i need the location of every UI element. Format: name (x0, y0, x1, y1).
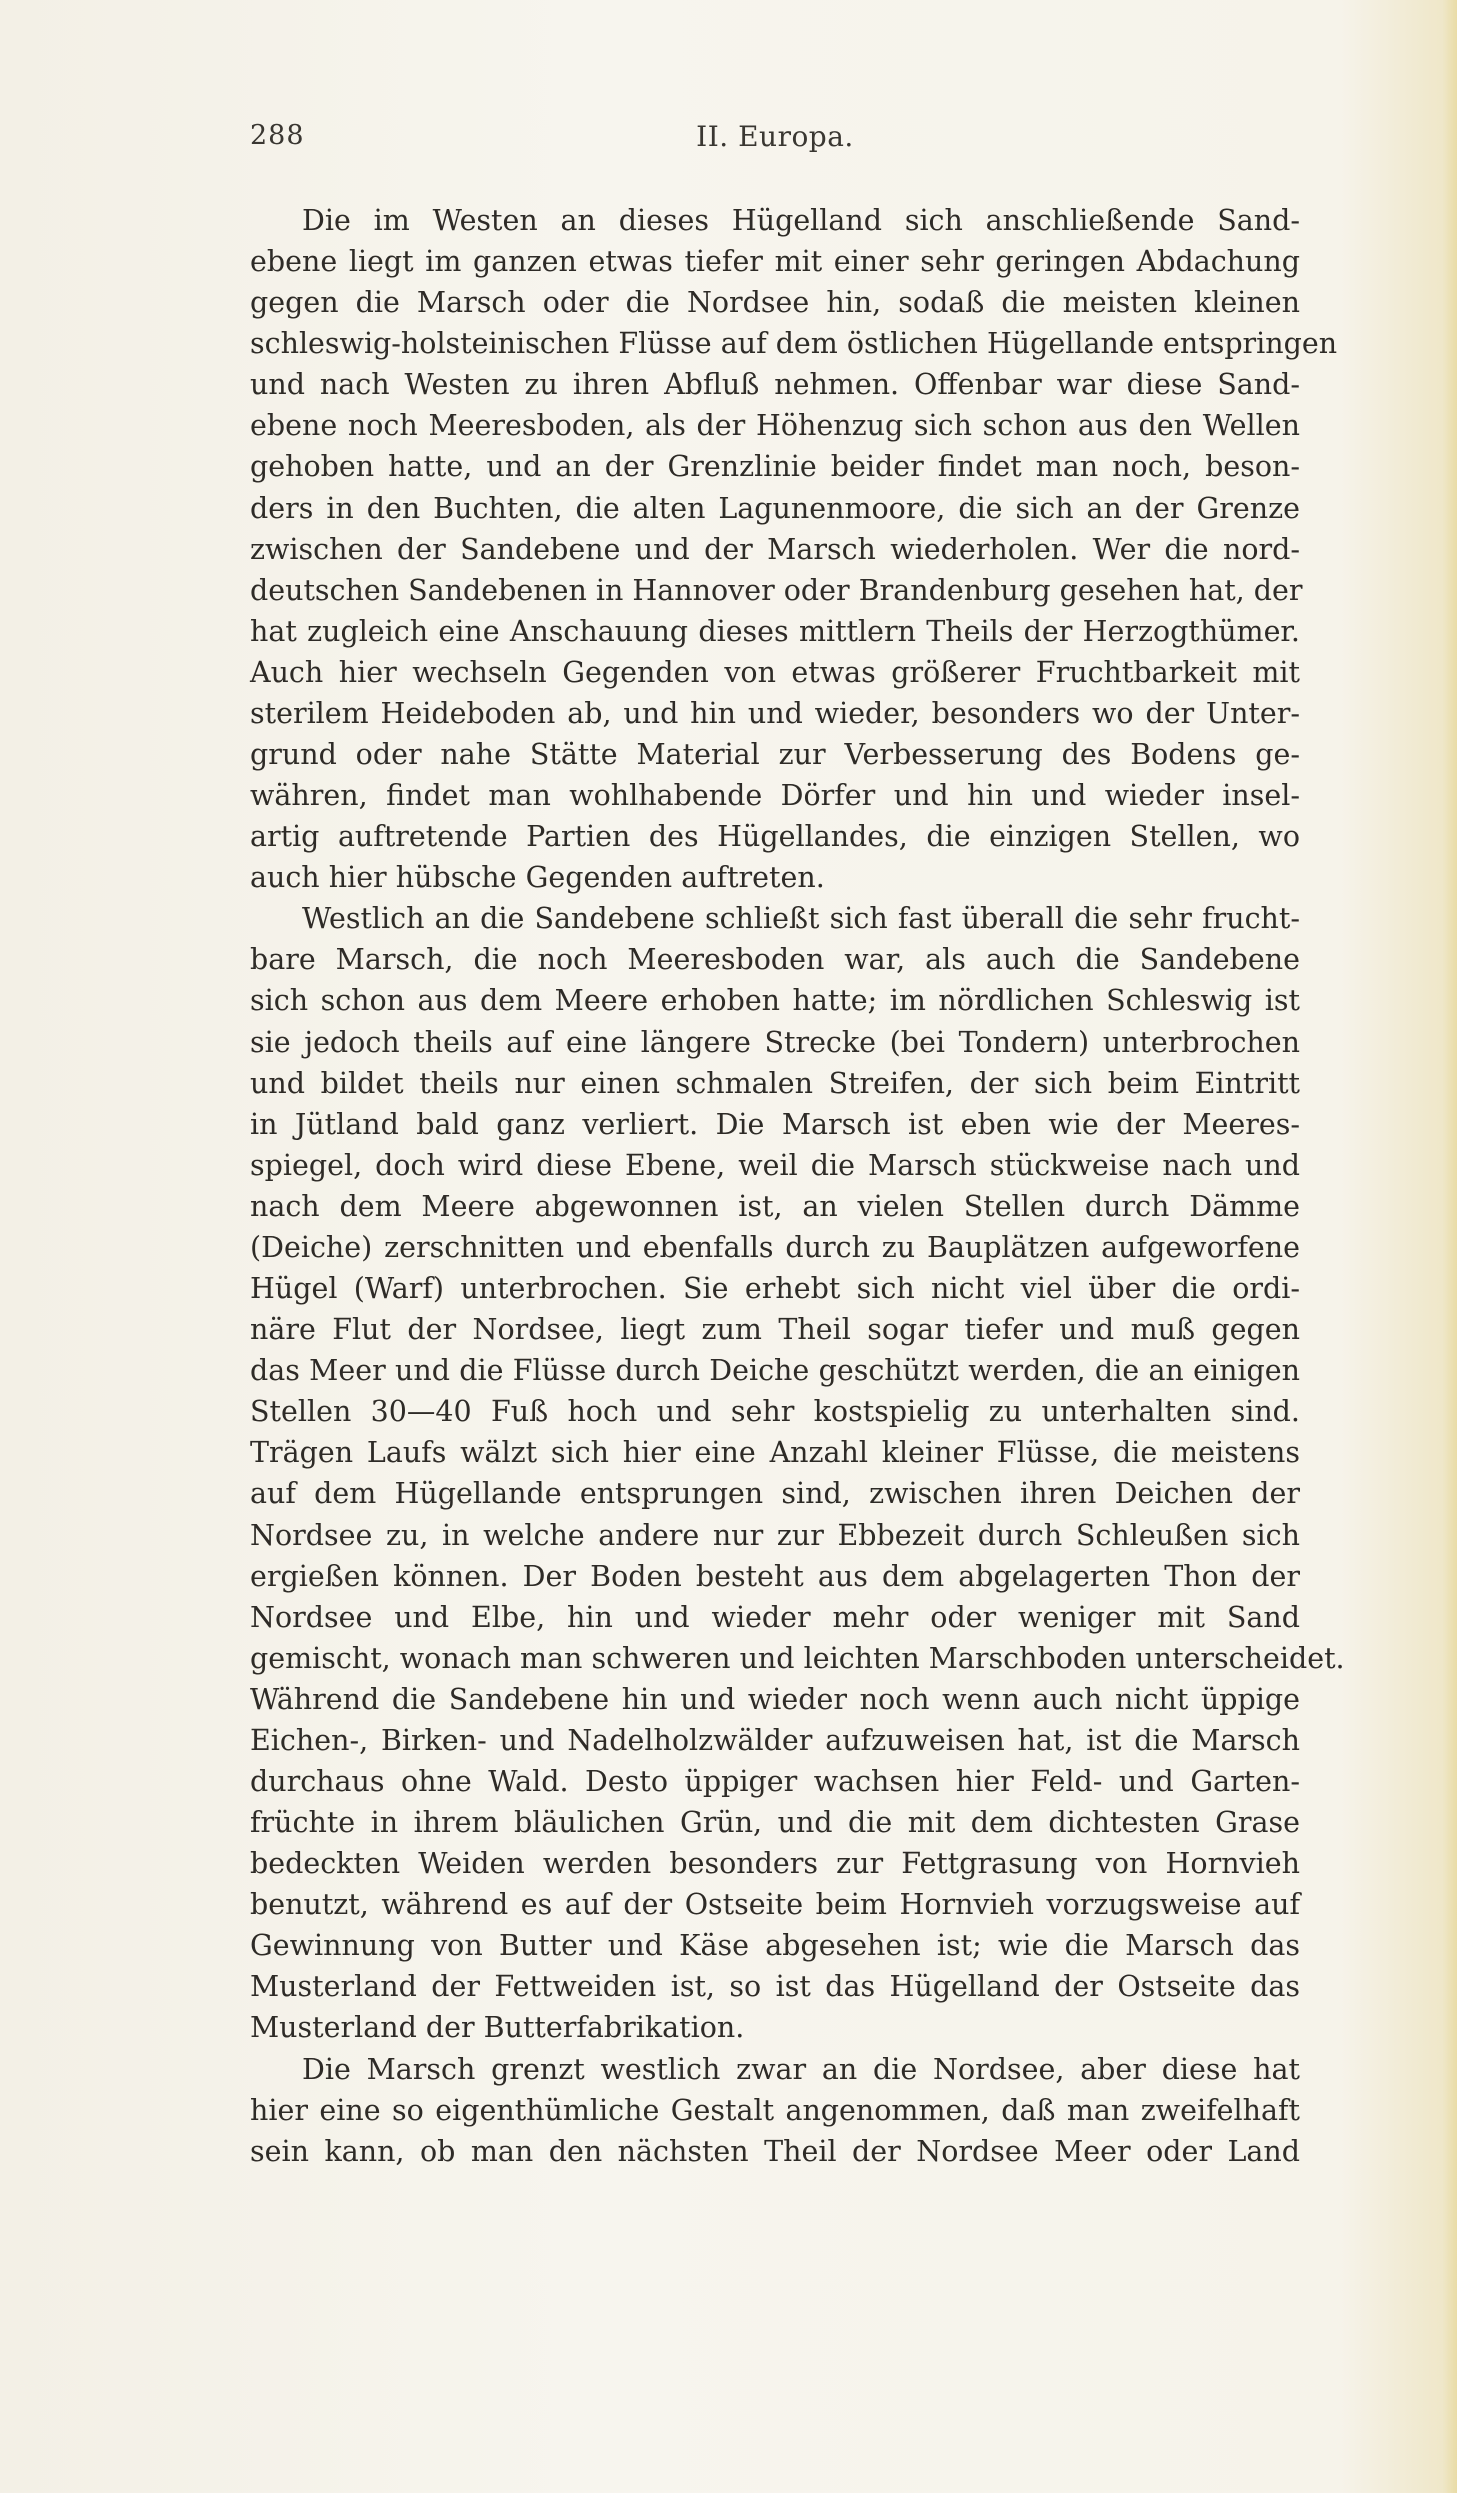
text-line: Nordsee und Elbe, hin und wieder mehr oder weniger mit Sand (250, 1600, 1300, 1634)
text-line: zwischen der Sandebene und der Marsch wiederholen. Wer die nord- (250, 532, 1300, 566)
text-line: spiegel, doch wird diese Ebene, weil die Marsch stückweise nach und (250, 1148, 1300, 1182)
text-line: ergießen können. Der Boden besteht aus dem abgelagerten Thon der (250, 1559, 1300, 1593)
body-text (250, 200, 1345, 2172)
text-line: Gewinnung von Butter und Käse abgesehen ist; wie die Marsch das (250, 1929, 1300, 1963)
text-line: deutschen Sandebenen in Hannover oder Brandenburg gesehen hat, der (250, 573, 1303, 607)
text-line: gehoben hatte, und an der Grenzlinie beider findet man noch, beson- (250, 450, 1300, 484)
text-line: (Deiche) zerschnitten und ebenfalls durch zu Bauplätzen aufgeworfene (250, 1230, 1300, 1264)
paragraph (250, 2049, 1300, 2172)
text-line: nach dem Meere abgewonnen ist, an vielen Stellen durch Dämme (250, 1189, 1300, 1223)
page-number: 288 (250, 120, 305, 151)
text-line: artig auftretende Partien des Hügellandes, die einzigen Stellen, wo (250, 820, 1300, 854)
text-line: sein kann, ob man den nächsten Theil der Nordsee Meer oder Land (250, 2134, 1300, 2168)
text-line: gegen die Marsch oder die Nordsee hin, sodaß die meisten kleinen (250, 286, 1300, 320)
text-line: Westlich an die Sandebene schließt sich fast überall die sehr frucht- (302, 902, 1300, 936)
text-line: Musterland der Butterfabrikation. (250, 2011, 745, 2045)
running-head: II. Europa. (696, 120, 854, 153)
text-line: Musterland der Fettweiden ist, so ist das Hügelland der Ostseite das (250, 1970, 1300, 2004)
text-line: Stellen 30—40 Fuß hoch und sehr kostspielig zu unterhalten sind. (250, 1395, 1300, 1429)
text-line: Hügel (Warf) unterbrochen. Sie erhebt sich nicht viel über die ordi- (250, 1272, 1300, 1306)
text-line: näre Flut der Nordsee, liegt zum Theil sogar tiefer und muß gegen (250, 1313, 1300, 1347)
text-line: und bildet theils nur einen schmalen Streifen, der sich beim Eintritt (250, 1066, 1300, 1100)
paragraph (250, 200, 1338, 898)
text-line: Eichen-, Birken- und Nadelholzwälder aufzuweisen hat, ist die Marsch (250, 1723, 1300, 1757)
text-line: Trägen Laufs wälzt sich hier eine Anzahl kleiner Flüsse, die meistens (250, 1436, 1300, 1470)
text-line: Die Marsch grenzt westlich zwar an die Nordsee, aber diese hat (302, 2052, 1300, 2086)
text-line: Nordsee zu, in welche andere nur zur Ebbezeit durch Schleußen sich (250, 1518, 1300, 1552)
text-line: ders in den Buchten, die alten Lagunenmoore, die sich an der Grenze (250, 491, 1300, 525)
text-line: und nach Westen zu ihren Abfluß nehmen. Offenbar war diese Sand- (250, 368, 1300, 402)
text-line: sterilem Heideboden ab, und hin und wieder, besonders wo der Unter- (250, 696, 1300, 730)
text-line: ebene liegt im ganzen etwas tiefer mit einer sehr geringen Abdachung (250, 245, 1300, 279)
text-line: auch hier hübsche Gegenden auftreten. (250, 861, 825, 895)
text-line: auf dem Hügellande entsprungen sind, zwischen ihren Deichen der (250, 1477, 1300, 1511)
text-line: das Meer und die Flüsse durch Deiche geschützt werden, die an einigen (250, 1354, 1300, 1388)
text-line: hier eine so eigenthümliche Gestalt angenommen, daß man zweifelhaft (250, 2093, 1300, 2127)
text-line: Auch hier wechseln Gegenden von etwas größerer Fruchtbarkeit mit (250, 655, 1300, 689)
text-line: durchaus ohne Wald. Desto üppiger wachsen hier Feld- und Garten- (250, 1764, 1300, 1798)
text-line: sich schon aus dem Meere erhoben hatte; im nördlichen Schleswig ist (250, 984, 1300, 1018)
text-line: Die im Westen an dieses Hügelland sich anschließende Sand- (302, 204, 1300, 237)
text-line: benutzt, während es auf der Ostseite beim Hornvieh vorzugsweise auf (250, 1888, 1300, 1922)
text-line: Während die Sandebene hin und wieder noch wenn auch nicht üppige (250, 1682, 1300, 1716)
text-line: bedeckten Weiden werden besonders zur Fettgrasung von Hornvieh (250, 1847, 1300, 1881)
text-line: hat zugleich eine Anschauung dieses mittlern Theils der Herzogthümer. (250, 614, 1300, 648)
text-line: früchte in ihrem bläulichen Grün, und die mit dem dichtesten Grase (250, 1806, 1300, 1840)
text-line: grund oder nahe Stätte Material zur Verbesserung des Bodens ge- (250, 738, 1300, 772)
page-header (250, 120, 1300, 160)
text-line: schleswig-holsteinischen Flüsse auf dem östlichen Hügellande entspringen (250, 327, 1338, 361)
text-line: währen, findet man wohlhabende Dörfer und hin und wieder insel- (250, 779, 1300, 813)
paragraph (250, 898, 1345, 2048)
text-line: bare Marsch, die noch Meeresboden war, als auch die Sandebene (250, 943, 1300, 977)
text-line: in Jütland bald ganz verliert. Die Marsch ist eben wie der Meeres- (250, 1107, 1300, 1141)
text-line: sie jedoch theils auf eine längere Strecke (bei Tondern) unterbrochen (250, 1025, 1300, 1059)
text-line: ebene noch Meeresboden, als der Höhenzug sich schon aus den Wellen (250, 409, 1300, 443)
text-line: gemischt, wonach man schweren und leichten Marschboden unterscheidet. (250, 1641, 1345, 1675)
